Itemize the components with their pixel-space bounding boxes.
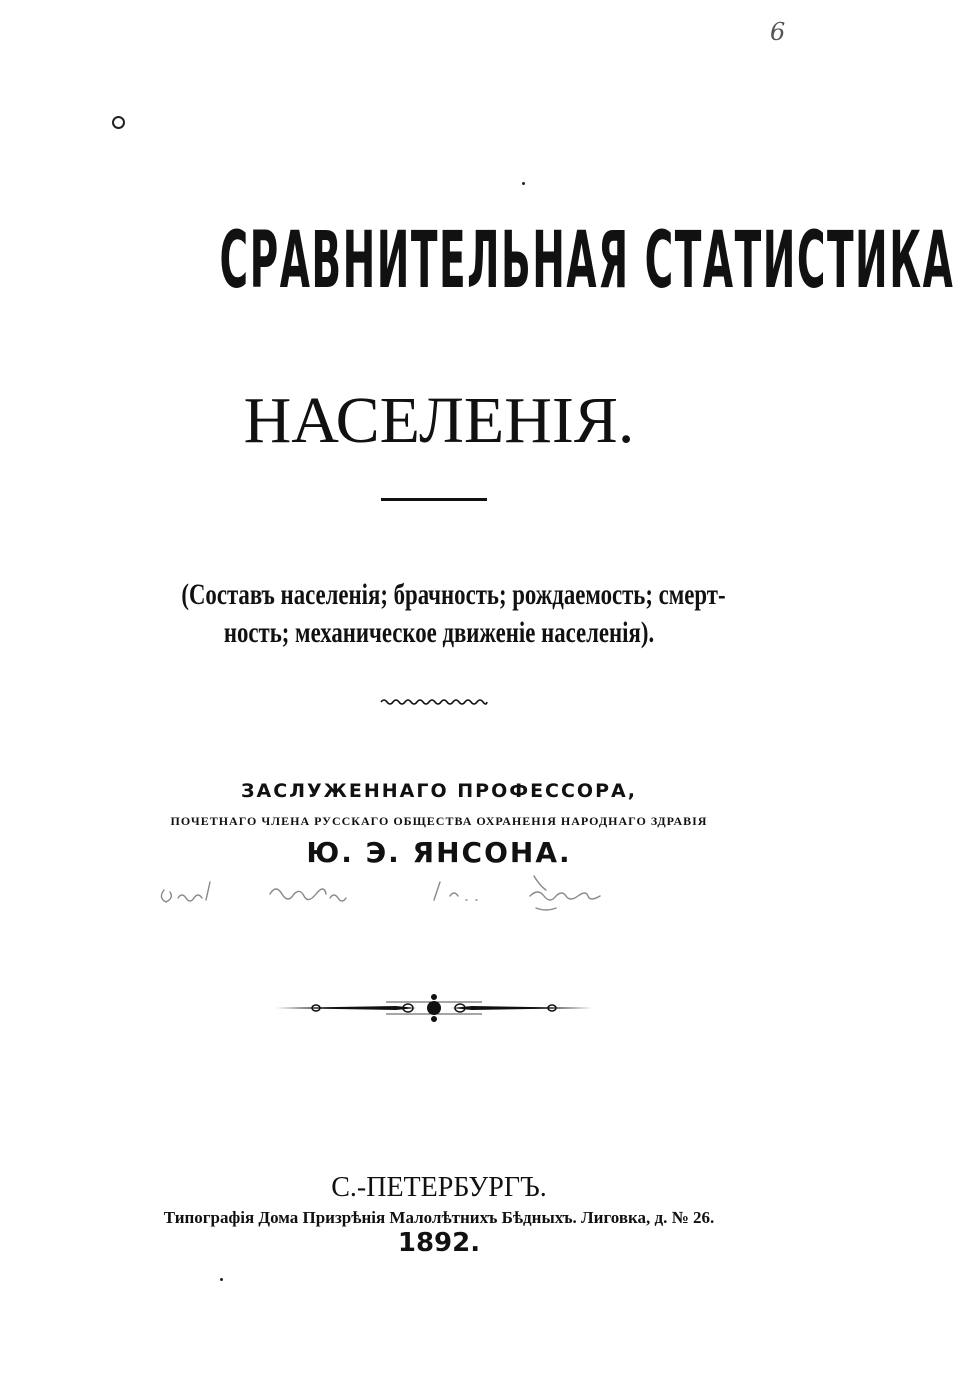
- speck-icon: [220, 1278, 223, 1281]
- imprint-printer: Типографія Дома Призрѣнія Малолѣтнихъ Бѣдныхъ. Лиговка, д. № 26.: [163, 1208, 715, 1227]
- title-rule: [381, 498, 487, 501]
- imprint-year: 1892.: [397, 1228, 481, 1258]
- handwritten-corner-note: 6: [770, 18, 786, 46]
- author-membership: ПОЧЕТНАГО ЧЛЕНА РУССКАГО ОБЩЕСТВА ОХРАНЕНІЯ НАРОДНАГО ЗДРАВІЯ: [170, 814, 708, 828]
- book-title-line-2: НАСЕЛЕНІЯ.: [243, 384, 635, 457]
- ornamental-divider-icon: [276, 988, 592, 1028]
- author-role: ЗАСЛУЖЕННАГО ПРОФЕССОРА,: [241, 780, 637, 802]
- subtitle-line-1: (Составъ населенія; брачность; рождаемость; смерт-: [181, 578, 726, 611]
- subtitle: [100, 576, 778, 652]
- wavy-divider-icon: [381, 696, 487, 708]
- speck-icon: [522, 182, 525, 185]
- author-name: Ю. Э. ЯНСОНА.: [306, 836, 572, 869]
- subtitle-line-2: ность; механическое движеніе населенія).: [223, 616, 655, 649]
- imprint-city: С.-ПЕТЕРБУРГЪ.: [331, 1172, 547, 1203]
- handwritten-signature-icon: [150, 868, 670, 918]
- circle-mark-icon: [112, 116, 125, 129]
- book-title-line-1: СРАВНИТЕЛЬНАЯ СТАТИСТИКА: [219, 216, 954, 306]
